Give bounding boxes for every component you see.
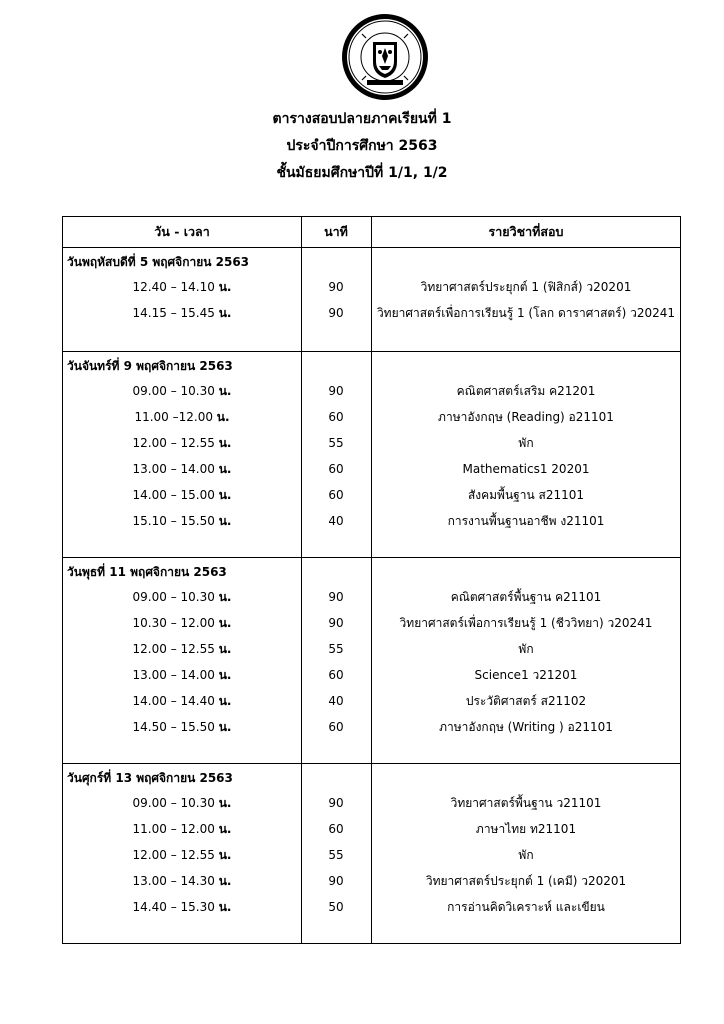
exam-minutes: 90 (328, 616, 344, 630)
exam-minutes: 60 (328, 462, 344, 476)
exam-time-range: 10.30 – 12.00 (132, 616, 219, 630)
exam-time (63, 817, 301, 841)
exam-time (63, 715, 301, 739)
exam-time-range: 13.00 – 14.00 (132, 462, 219, 476)
exam-time-unit: น. (218, 514, 232, 528)
exam-time (63, 275, 301, 299)
exam-time-unit: น. (218, 796, 232, 810)
document-title (0, 106, 724, 187)
exam-subject: คณิตศาสตร์พื้นฐาน ค21101 (450, 590, 602, 604)
exam-time-unit: น. (218, 306, 232, 320)
exam-time-range: 09.00 – 10.30 (132, 796, 219, 810)
exam-minutes: 90 (328, 280, 344, 294)
exam-time-range: 15.10 – 15.50 (132, 514, 219, 528)
exam-subject: วิทยาศาสตร์ประยุกต์ 1 (ฟิสิกส์) ว20201 (420, 280, 632, 294)
exam-minutes: 90 (328, 796, 344, 810)
exam-minutes: 90 (328, 384, 344, 398)
exam-row (63, 791, 680, 815)
exam-row (63, 275, 680, 299)
exam-time-unit: น. (218, 488, 232, 502)
exam-time (63, 509, 301, 533)
exam-time-unit: น. (218, 280, 232, 294)
title-line-2: ประจำปีการศึกษา 2563 (286, 138, 438, 154)
exam-time-range: 14.40 – 15.30 (132, 900, 219, 914)
exam-time-unit: น. (218, 848, 232, 862)
exam-schedule-table (62, 216, 681, 944)
exam-minutes: 60 (328, 822, 344, 836)
exam-time-range: 14.50 – 15.50 (132, 720, 219, 734)
exam-row (63, 637, 680, 661)
exam-row (63, 843, 680, 867)
exam-time-range: 12.00 – 12.55 (132, 436, 219, 450)
exam-row (63, 405, 680, 429)
exam-minutes: 40 (328, 514, 344, 528)
header-divider (63, 247, 680, 248)
exam-minutes: 60 (328, 410, 344, 424)
exam-row (63, 869, 680, 893)
exam-time-range: 09.00 – 10.30 (132, 384, 219, 398)
school-seal-logo (340, 12, 430, 102)
exam-time (63, 405, 301, 429)
exam-time-range: 12.00 – 12.55 (132, 848, 219, 862)
exam-row (63, 431, 680, 455)
exam-subject: วิทยาศาสตร์เพื่อการเรียนรู้ 1 (โลก ดาราศาสตร์) ว20241 (376, 306, 676, 320)
exam-time (63, 457, 301, 481)
exam-time-unit: น. (218, 616, 232, 630)
exam-subject: คณิตศาสตร์เสริม ค21201 (456, 384, 596, 398)
exam-row (63, 611, 680, 635)
day-divider (63, 557, 680, 558)
exam-time-unit: น. (218, 590, 232, 604)
exam-time (63, 585, 301, 609)
day-divider (63, 763, 680, 764)
exam-time (63, 301, 301, 325)
exam-minutes: 60 (328, 668, 344, 682)
exam-subject: ประวัติศาสตร์ ส21102 (465, 694, 587, 708)
exam-subject: วิทยาศาสตร์พื้นฐาน ว21101 (450, 796, 602, 810)
exam-subject: Mathematics1 20201 (462, 462, 590, 476)
exam-subject: Science1 ว21201 (474, 668, 578, 682)
day-divider (63, 351, 680, 352)
exam-minutes: 55 (328, 436, 344, 450)
exam-time-unit: น. (218, 822, 232, 836)
exam-minutes: 60 (328, 488, 344, 502)
exam-minutes: 60 (328, 720, 344, 734)
exam-row (63, 663, 680, 687)
title-line-3: ชั้นมัธยมศึกษาปีที่ 1/1, 1/2 (276, 165, 448, 181)
exam-subject: พัก (518, 642, 534, 656)
exam-time (63, 843, 301, 867)
exam-minutes: 90 (328, 590, 344, 604)
exam-day-heading: วันศุกร์ที่ 13 พฤศจิกายน 2563 (67, 771, 233, 785)
exam-time-range: 14.00 – 15.00 (132, 488, 219, 502)
exam-time-range: 13.00 – 14.30 (132, 874, 219, 888)
exam-time-unit: น. (218, 694, 232, 708)
exam-time-range: 09.00 – 10.30 (132, 590, 219, 604)
exam-time (63, 895, 301, 919)
exam-time-unit: น. (218, 384, 232, 398)
exam-row (63, 509, 680, 533)
column-header-minutes: นาที (324, 224, 348, 239)
exam-time-range: 13.00 – 14.00 (132, 668, 219, 682)
exam-row (63, 457, 680, 481)
exam-day-heading: วันจันทร์ที่ 9 พฤศจิกายน 2563 (67, 359, 233, 373)
exam-time-unit: น. (218, 720, 232, 734)
column-header-subject: รายวิชาที่สอบ (488, 224, 564, 239)
exam-time-unit: น. (218, 874, 232, 888)
exam-time (63, 379, 301, 403)
exam-subject: ภาษาอังกฤษ (Writing ) อ21101 (439, 720, 613, 734)
exam-time-unit: น. (218, 668, 232, 682)
exam-subject: วิทยาศาสตร์เพื่อการเรียนรู้ 1 (ชีววิทยา) ว20241 (399, 616, 653, 630)
exam-time (63, 869, 301, 893)
exam-time-unit: น. (218, 436, 232, 450)
exam-row (63, 483, 680, 507)
exam-minutes: 50 (328, 900, 344, 914)
exam-time-range: 11.00 –12.00 (134, 410, 217, 424)
exam-time-unit: น. (216, 410, 230, 424)
exam-row (63, 689, 680, 713)
title-line-1: ตารางสอบปลายภาคเรียนที่ 1 (272, 111, 452, 127)
exam-day-heading: วันพุธที่ 11 พฤศจิกายน 2563 (67, 565, 227, 579)
exam-row (63, 895, 680, 919)
exam-subject: การงานพื้นฐานอาชีพ ง21101 (447, 514, 605, 528)
exam-row (63, 715, 680, 739)
exam-time (63, 483, 301, 507)
exam-time-range: 12.40 – 14.10 (132, 280, 219, 294)
exam-subject: พัก (518, 436, 534, 450)
exam-row (63, 817, 680, 841)
exam-time (63, 431, 301, 455)
exam-time-range: 12.00 – 12.55 (132, 642, 219, 656)
exam-row (63, 301, 680, 325)
exam-subject: ภาษาอังกฤษ (Reading) อ21101 (438, 410, 614, 424)
exam-time (63, 791, 301, 815)
exam-time-range: 14.15 – 15.45 (132, 306, 219, 320)
exam-subject: วิทยาศาสตร์ประยุกต์ 1 (เคมี) ว20201 (425, 874, 627, 888)
exam-subject: พัก (518, 848, 534, 862)
exam-time (63, 663, 301, 687)
exam-time-unit: น. (218, 642, 232, 656)
exam-time (63, 637, 301, 661)
exam-minutes: 40 (328, 694, 344, 708)
exam-minutes: 90 (328, 874, 344, 888)
exam-row (63, 585, 680, 609)
exam-row (63, 379, 680, 403)
exam-time (63, 689, 301, 713)
exam-time-range: 14.00 – 14.40 (132, 694, 219, 708)
exam-subject: การอ่านคิดวิเคราะห์ และเขียน (447, 900, 605, 914)
exam-time-unit: น. (218, 462, 232, 476)
exam-minutes: 55 (328, 848, 344, 862)
exam-subject: สังคมพื้นฐาน ส21101 (467, 488, 585, 502)
column-header-time: วัน - เวลา (154, 224, 210, 239)
exam-subject: ภาษาไทย ท21101 (475, 822, 577, 836)
exam-day-heading: วันพฤหัสบดีที่ 5 พฤศจิกายน 2563 (67, 255, 250, 269)
exam-minutes: 90 (328, 306, 344, 320)
exam-time-unit: น. (218, 900, 232, 914)
exam-minutes: 55 (328, 642, 344, 656)
exam-time-range: 11.00 – 12.00 (132, 822, 219, 836)
exam-time (63, 611, 301, 635)
